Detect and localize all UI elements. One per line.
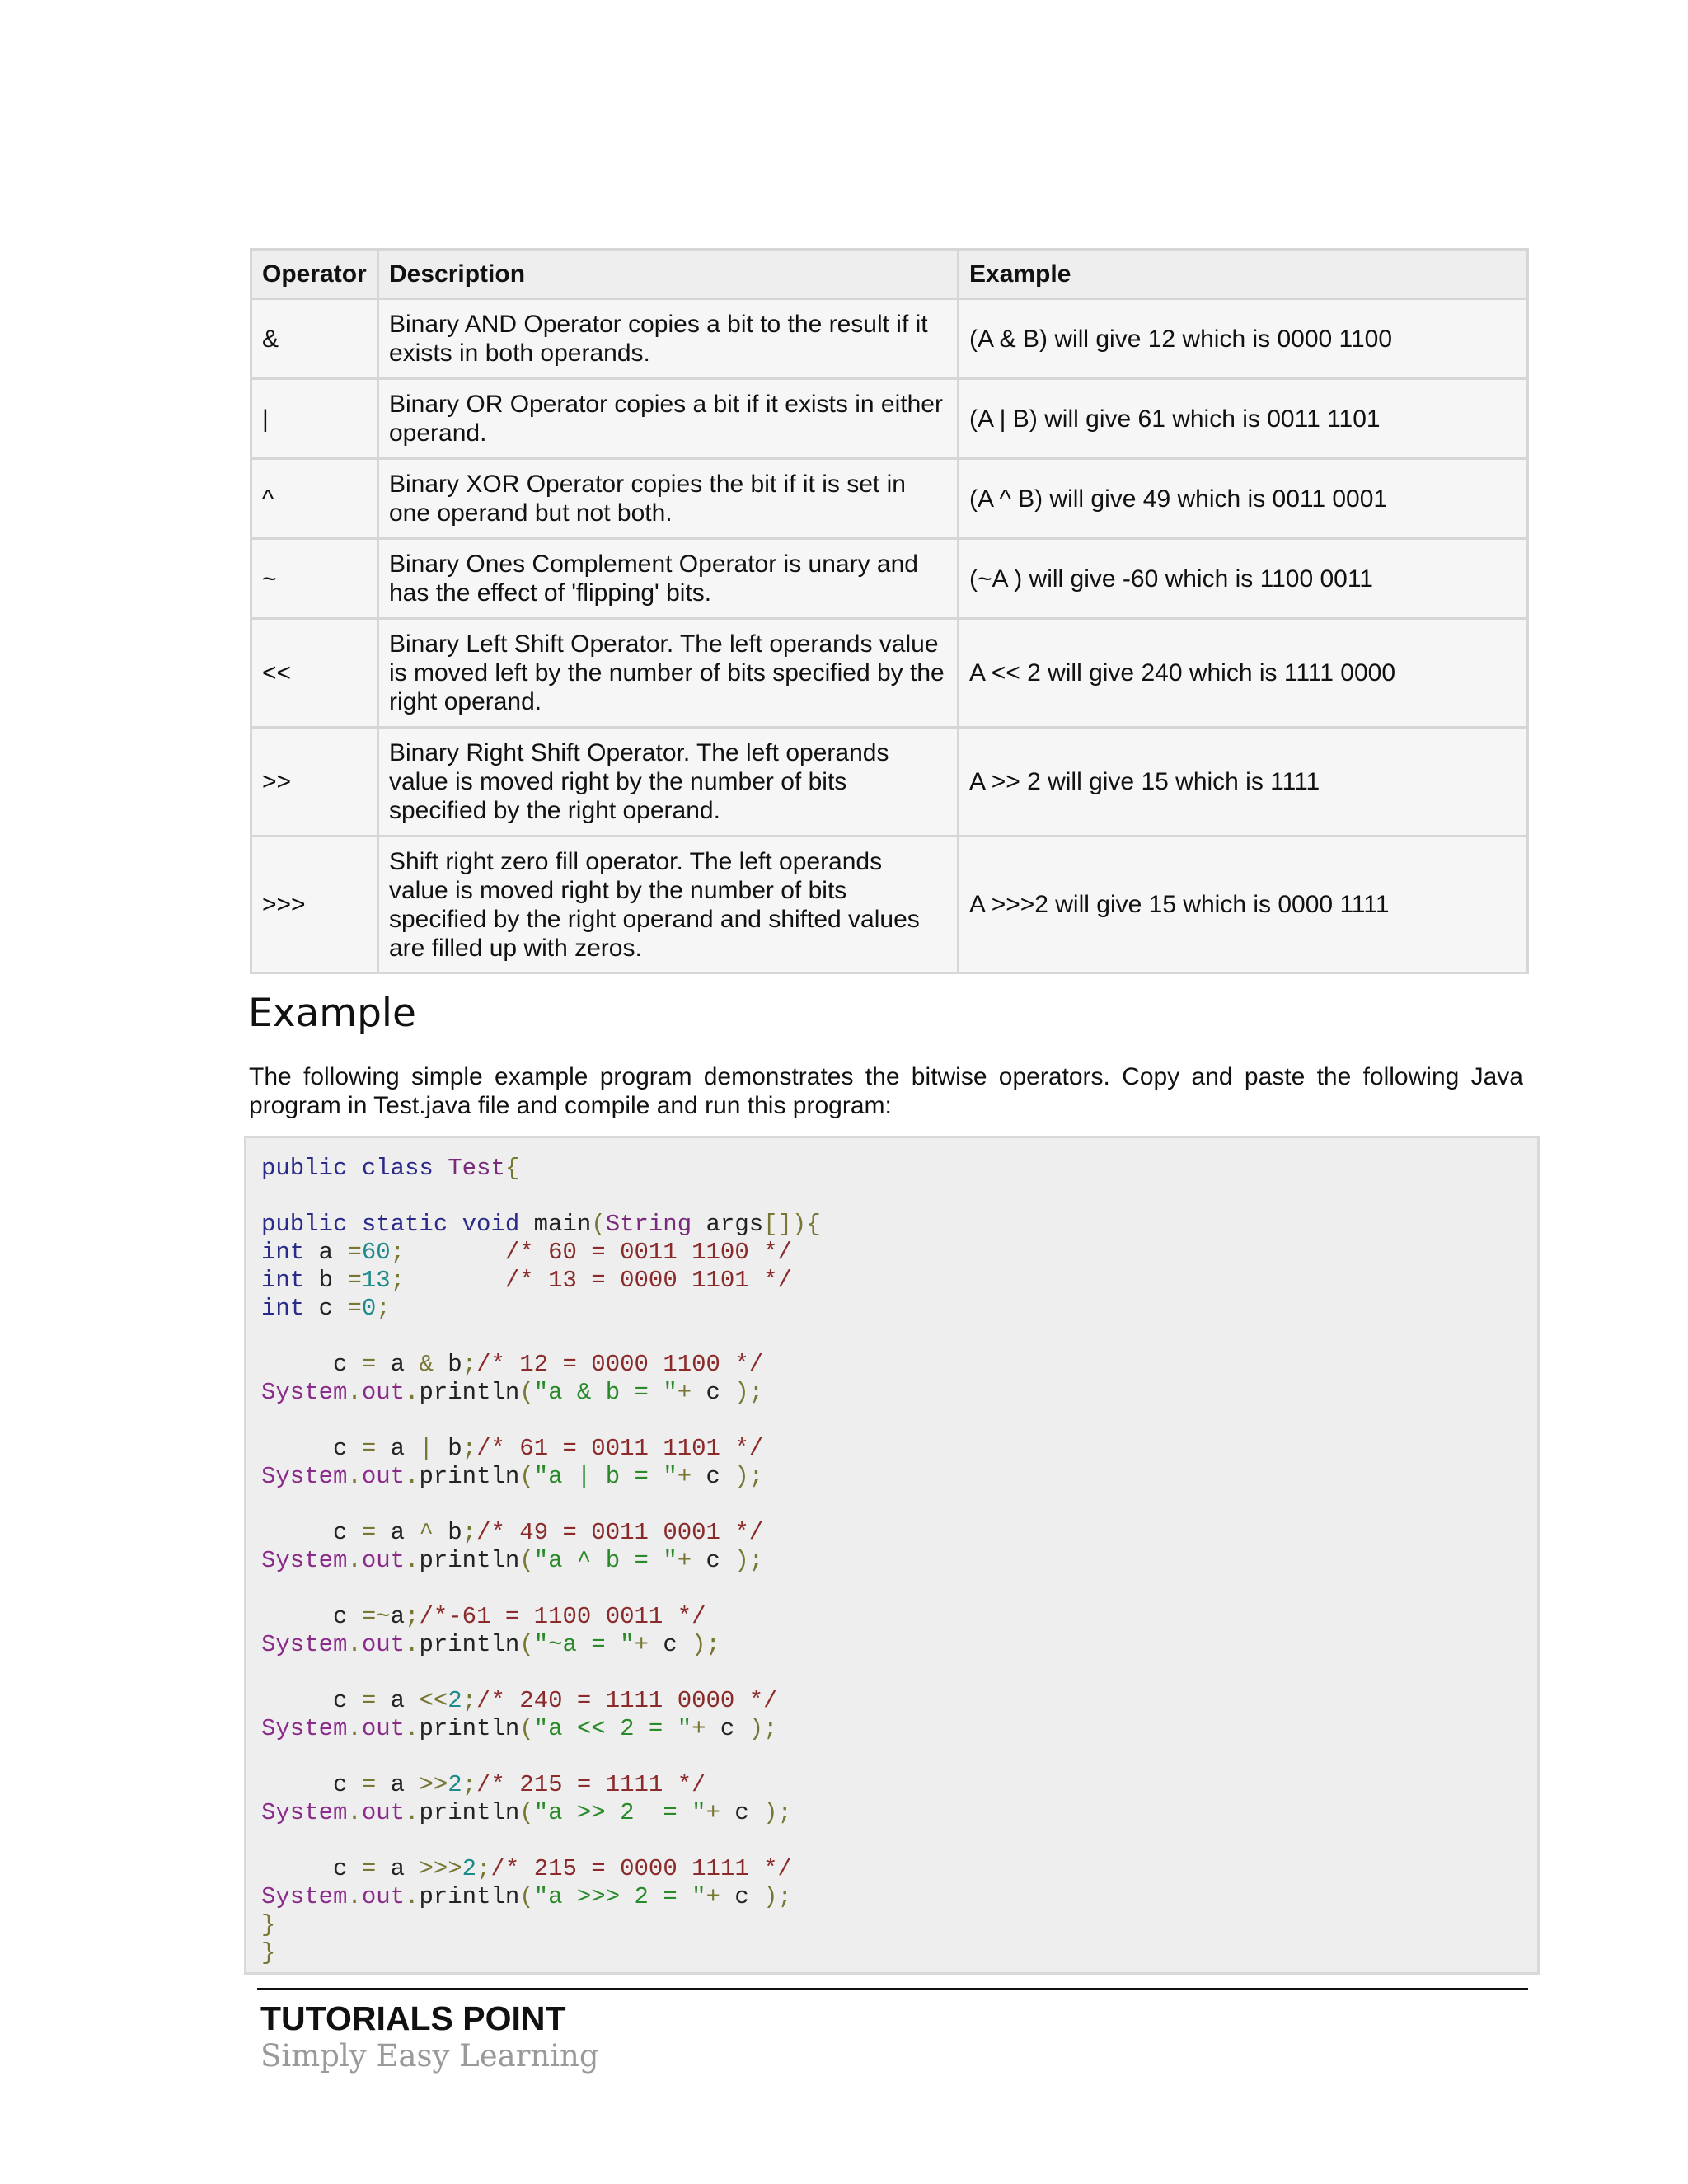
code-token: >>> (419, 1855, 462, 1882)
code-token: 2 (462, 1855, 477, 1882)
table-row (251, 619, 1528, 728)
code-token: + (706, 1883, 720, 1910)
code-token: c (261, 1771, 362, 1798)
code-token: . (347, 1379, 362, 1406)
code-token: ; (462, 1435, 477, 1462)
code-token: []){ (763, 1211, 821, 1238)
code-line (261, 1659, 1537, 1687)
code-token: + (634, 1631, 649, 1658)
example-column-header: Example (959, 250, 1528, 299)
table-row (251, 728, 1528, 837)
code-token: } (261, 1911, 276, 1938)
description-cell: Binary AND Operator copies a bit to the result if it exists in both operands. (378, 299, 959, 379)
code-line (261, 1323, 1537, 1351)
code-token: System (261, 1883, 348, 1910)
code-token: ( (519, 1379, 534, 1406)
code-token: /* 240 = 1111 0000 */ (476, 1687, 778, 1714)
code-token: out (361, 1799, 406, 1826)
bitwise-operators-table (250, 248, 1529, 974)
code-token: int (261, 1239, 305, 1266)
code-line (261, 1295, 1537, 1323)
code-block[interactable] (244, 1136, 1540, 1975)
code-token: "a << 2 = " (533, 1715, 692, 1742)
table-row (251, 379, 1528, 459)
code-token: ( (519, 1547, 534, 1574)
code-token: . (347, 1631, 362, 1658)
code-token: ); (763, 1883, 792, 1910)
code-line (261, 1911, 1537, 1939)
code-token: System (261, 1463, 348, 1490)
code-token: /* 215 = 0000 1111 */ (490, 1855, 792, 1882)
code-token: c (720, 1883, 764, 1910)
code-line (261, 1155, 1537, 1183)
code-line (261, 1939, 1537, 1967)
description-cell: Binary OR Operator copies a bit if it exists in either operand. (378, 379, 959, 459)
code-token: = (347, 1295, 362, 1322)
code-token: ; (390, 1239, 406, 1266)
code-token: main (533, 1211, 592, 1238)
code-token: ; (462, 1351, 477, 1378)
code-line (261, 1827, 1537, 1855)
code-token: | (419, 1435, 434, 1462)
footer-tagline: Simply Easy Learning (260, 2038, 599, 2074)
code-token: = (361, 1771, 377, 1798)
code-line (261, 1575, 1537, 1603)
code-token: "a | b = " (533, 1463, 678, 1490)
code-token: out (361, 1463, 406, 1490)
code-token: c (261, 1351, 362, 1378)
code-token: . (405, 1547, 420, 1574)
code-token: c (304, 1295, 348, 1322)
code-token: c (692, 1379, 735, 1406)
code-line (261, 1687, 1537, 1715)
code-token: c (706, 1715, 749, 1742)
code-token: out (361, 1883, 406, 1910)
code-token: 2 (448, 1687, 462, 1714)
code-token: ; (462, 1519, 477, 1546)
code-token: 0 (361, 1295, 377, 1322)
code-token: println (419, 1631, 520, 1658)
code-token: println (419, 1799, 520, 1826)
code-token: String (605, 1211, 692, 1238)
code-token: . (405, 1463, 420, 1490)
code-line (261, 1435, 1537, 1463)
code-line (261, 1463, 1537, 1491)
code-token: + (692, 1715, 706, 1742)
example-cell: (A | B) will give 61 which is 0011 1101 (959, 379, 1528, 459)
code-token: = (361, 1855, 377, 1882)
code-line (261, 1519, 1537, 1547)
code-token: ; (376, 1295, 391, 1322)
code-token: System (261, 1631, 348, 1658)
code-token: a (376, 1687, 420, 1714)
operator-cell: >>> (251, 837, 378, 973)
code-token: . (347, 1883, 362, 1910)
code-token: . (405, 1631, 420, 1658)
footer-divider (257, 1988, 1528, 1990)
table-row (251, 837, 1528, 973)
code-token: . (405, 1799, 420, 1826)
code-token: out (361, 1631, 406, 1658)
code-token: c (692, 1547, 735, 1574)
code-token: println (419, 1379, 520, 1406)
operator-cell: ~ (251, 539, 378, 619)
code-token: { (504, 1155, 520, 1182)
code-token: int (261, 1295, 305, 1322)
code-token: public class (261, 1155, 448, 1182)
code-token: . (347, 1799, 362, 1826)
code-token: 60 (361, 1239, 391, 1266)
code-token: ; (476, 1855, 491, 1882)
code-token: c (261, 1603, 362, 1630)
code-token: c (648, 1631, 692, 1658)
code-line (261, 1743, 1537, 1771)
code-token: System (261, 1379, 348, 1406)
code-token: System (261, 1547, 348, 1574)
code-token: . (405, 1883, 420, 1910)
code-token: println (419, 1463, 520, 1490)
code-token: << (419, 1687, 448, 1714)
code-line (261, 1239, 1537, 1267)
code-line (261, 1547, 1537, 1575)
code-token: + (677, 1379, 692, 1406)
code-line (261, 1855, 1537, 1883)
code-token: c (692, 1463, 735, 1490)
operator-cell: ^ (251, 459, 378, 539)
code-token (405, 1239, 505, 1266)
code-token: ); (734, 1547, 764, 1574)
description-cell: Binary XOR Operator copies the bit if it is set in one operand but not both. (378, 459, 959, 539)
code-token: 13 (361, 1267, 391, 1294)
description-cell: Binary Left Shift Operator. The left operands value is moved left by the number of bits specified by the right operand. (378, 619, 959, 728)
code-token: public static void (261, 1211, 534, 1238)
description-cell: Shift right zero fill operator. The left operands value is moved right by the number of bits specified by the right operand and shifted values are filled up with zeros. (378, 837, 959, 973)
code-line (261, 1715, 1537, 1743)
code-token: ); (748, 1715, 778, 1742)
footer-brand: TUTORIALS POINT (260, 1999, 566, 2037)
code-token: 2 (448, 1771, 462, 1798)
code-token: /* 60 = 0011 1100 */ (504, 1239, 792, 1266)
code-line (261, 1799, 1537, 1827)
code-token: . (405, 1715, 420, 1742)
code-token: c (261, 1435, 362, 1462)
table-row (251, 539, 1528, 619)
code-token: ( (591, 1211, 606, 1238)
code-token: /* 49 = 0011 0001 */ (476, 1519, 764, 1546)
example-cell: A << 2 will give 240 which is 1111 0000 (959, 619, 1528, 728)
code-token: . (405, 1379, 420, 1406)
code-token: ( (519, 1715, 534, 1742)
code-token: = (361, 1519, 377, 1546)
code-token: = (361, 1351, 377, 1378)
code-token: >> (419, 1771, 448, 1798)
code-token: ); (763, 1799, 792, 1826)
code-token: println (419, 1547, 520, 1574)
example-cell: A >>>2 will give 15 which is 0000 1111 (959, 837, 1528, 973)
code-token: /*-61 = 1100 0011 */ (419, 1603, 706, 1630)
code-token: a (376, 1519, 420, 1546)
code-token: println (419, 1715, 520, 1742)
code-token: c (261, 1855, 362, 1882)
code-token: ; (405, 1603, 420, 1630)
code-token: = (347, 1239, 362, 1266)
table-row (251, 459, 1528, 539)
code-token: = (361, 1687, 377, 1714)
code-token: int (261, 1267, 305, 1294)
code-token: out (361, 1715, 406, 1742)
table-header-row (251, 250, 1528, 299)
code-line (261, 1491, 1537, 1519)
code-line (261, 1211, 1537, 1239)
code-token: . (347, 1547, 362, 1574)
code-token: ; (462, 1687, 477, 1714)
code-line (261, 1631, 1537, 1659)
table-row (251, 299, 1528, 379)
code-token: a (304, 1239, 348, 1266)
code-token: "~a = " (533, 1631, 635, 1658)
code-token: . (347, 1463, 362, 1490)
code-token: a (390, 1603, 406, 1630)
code-token: b (433, 1351, 462, 1378)
operator-cell: | (251, 379, 378, 459)
code-token: println (419, 1883, 520, 1910)
example-cell: (A ^ B) will give 49 which is 0011 0001 (959, 459, 1528, 539)
code-token: ( (519, 1631, 534, 1658)
code-token: ); (692, 1631, 720, 1658)
code-token: + (706, 1799, 720, 1826)
code-token: ^ (419, 1519, 434, 1546)
code-token: ; (462, 1771, 477, 1798)
description-column-header: Description (378, 250, 959, 299)
code-token: /* 61 = 0011 1101 */ (476, 1435, 764, 1462)
code-token: "a >>> 2 = " (533, 1883, 706, 1910)
code-token: a (376, 1855, 420, 1882)
example-cell: (A & B) will give 12 which is 0000 1100 (959, 299, 1528, 379)
code-token: . (347, 1715, 362, 1742)
code-line (261, 1351, 1537, 1379)
code-token: System (261, 1799, 348, 1826)
code-token: "a >> 2 = " (533, 1799, 706, 1826)
code-line (261, 1771, 1537, 1799)
description-cell: Binary Right Shift Operator. The left operands value is moved right by the number of bits specified by the right operand. (378, 728, 959, 837)
code-token: = (361, 1435, 377, 1462)
code-token: a (376, 1351, 420, 1378)
code-token: a (376, 1771, 420, 1798)
code-token: ( (519, 1463, 534, 1490)
code-token: c (720, 1799, 764, 1826)
code-token: args (692, 1211, 764, 1238)
code-token: b (433, 1435, 462, 1462)
code-token: ( (519, 1883, 534, 1910)
operator-column-header: Operator (251, 250, 378, 299)
operator-cell: >> (251, 728, 378, 837)
description-cell: Binary Ones Complement Operator is unary and has the effect of 'flipping' bits. (378, 539, 959, 619)
code-token: out (361, 1379, 406, 1406)
code-token: "a & b = " (533, 1379, 678, 1406)
code-token: & (419, 1351, 434, 1378)
example-cell: A >> 2 will give 15 which is 1111 (959, 728, 1528, 837)
code-token: + (677, 1547, 692, 1574)
example-cell: (~A ) will give -60 which is 1100 0011 (959, 539, 1528, 619)
operator-cell: << (251, 619, 378, 728)
code-token: + (677, 1463, 692, 1490)
code-line (261, 1379, 1537, 1407)
code-token: b (433, 1519, 462, 1546)
code-line (261, 1407, 1537, 1435)
code-token: ; (390, 1267, 406, 1294)
code-token: /* 12 = 0000 1100 */ (476, 1351, 764, 1378)
section-heading: Example (248, 991, 416, 1036)
code-token: =~ (361, 1603, 391, 1630)
code-token: /* 215 = 1111 */ (476, 1771, 706, 1798)
code-token: } (261, 1939, 276, 1966)
code-token: c (261, 1519, 362, 1546)
code-line (261, 1267, 1537, 1295)
intro-paragraph: The following simple example program demonstrates the bitwise operators. Copy and paste the following Java program in Test.java file and compile and run this program: (249, 1063, 1523, 1119)
code-line (261, 1183, 1537, 1211)
code-line (261, 1883, 1537, 1911)
code-token (405, 1267, 505, 1294)
code-token: out (361, 1547, 406, 1574)
operator-cell: & (251, 299, 378, 379)
code-token: = (347, 1267, 362, 1294)
code-token: System (261, 1715, 348, 1742)
code-token: c (261, 1687, 362, 1714)
code-token: b (304, 1267, 348, 1294)
code-line (261, 1603, 1537, 1631)
code-token: /* 13 = 0000 1101 */ (504, 1267, 792, 1294)
code-token: a (376, 1435, 420, 1462)
code-token: ); (734, 1379, 764, 1406)
code-token: Test (448, 1155, 505, 1182)
code-token: "a ^ b = " (533, 1547, 678, 1574)
code-token: ( (519, 1799, 534, 1826)
code-token: ); (734, 1463, 764, 1490)
